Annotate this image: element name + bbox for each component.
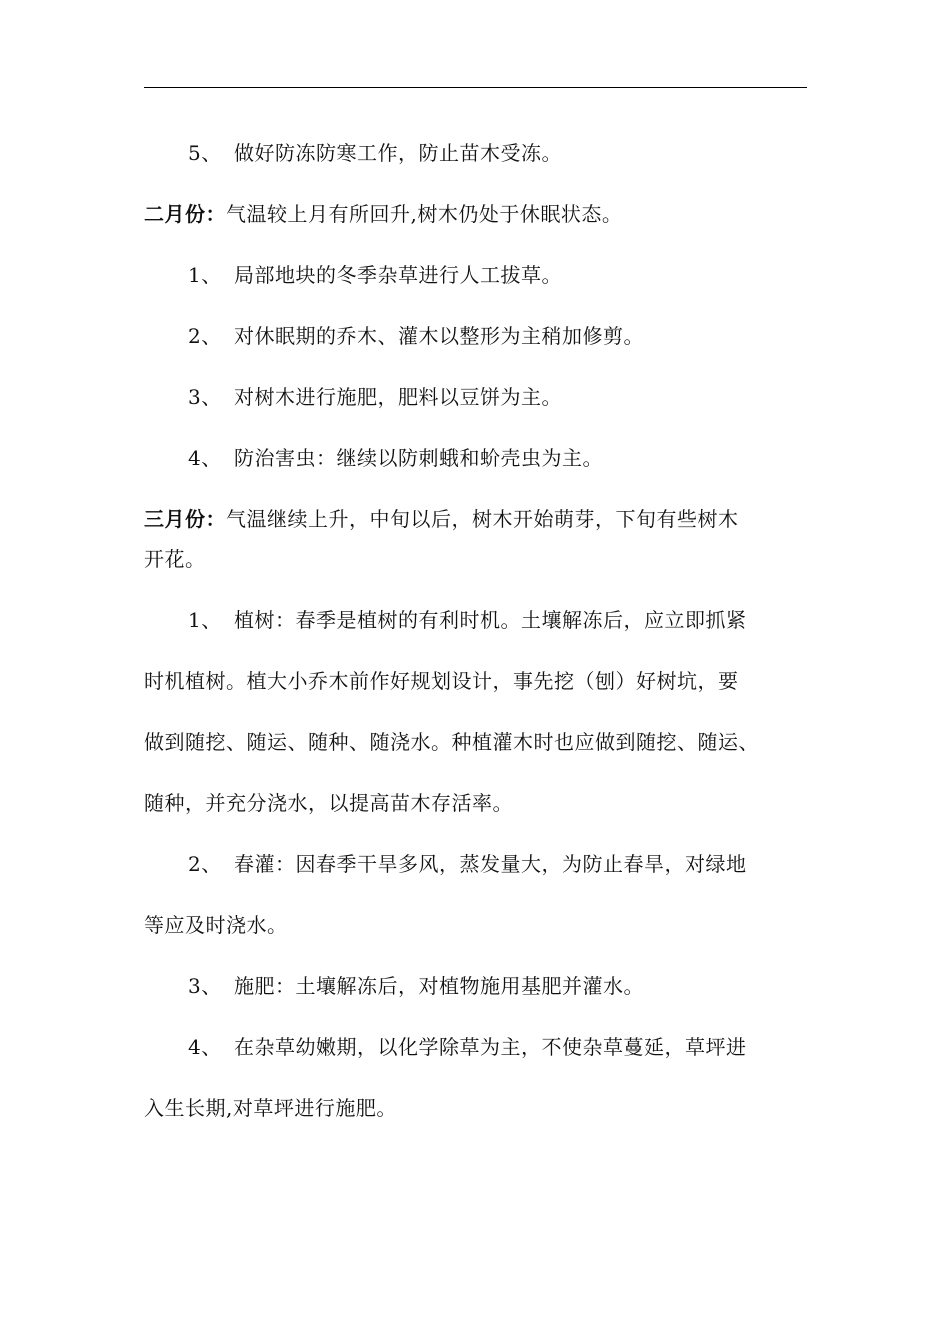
mar-item-4-line-2 — [144, 1088, 807, 1128]
list-text: 防治害虫：继续以防刺蛾和蚧壳虫为主。 — [234, 446, 603, 470]
feb-paragraph — [144, 194, 807, 234]
feb-heading: 二月份： — [144, 202, 226, 226]
list-text: 做好防冻防寒工作，防止苗木受冻。 — [234, 141, 562, 165]
list-text: 做到随挖、随运、随种、随浇水。种植灌木时也应做到随挖、随运、 — [144, 730, 759, 754]
mar-item-3 — [144, 966, 807, 1006]
list-number: 4、 — [188, 446, 222, 470]
feb-item-1 — [144, 255, 807, 295]
header-rule — [144, 87, 807, 88]
list-number: 4、 — [188, 1035, 222, 1059]
list-text: 局部地块的冬季杂草进行人工拔草。 — [234, 263, 562, 287]
list-text: 春灌：因春季干旱多风，蒸发量大，为防止春旱，对绿地 — [234, 852, 747, 876]
feb-item-4 — [144, 438, 807, 478]
mar-item-1-line-1 — [144, 600, 807, 640]
mar-item-2-line-2 — [144, 905, 807, 945]
list-text: 对休眠期的乔木、灌木以整形为主稍加修剪。 — [234, 324, 644, 348]
list-text: 时机植树。植大小乔木前作好规划设计，事先挖（刨）好树坑，要 — [144, 669, 739, 693]
mar-intro-line1: 气温继续上升，中旬以后，树木开始萌芽，下旬有些树木 — [226, 507, 739, 531]
list-number: 1、 — [188, 263, 222, 287]
list-number: 2、 — [188, 852, 222, 876]
list-text: 施肥：土壤解冻后，对植物施用基肥并灌水。 — [234, 974, 644, 998]
list-number: 3、 — [188, 385, 222, 409]
mar-item-4-line-1 — [144, 1027, 807, 1067]
mar-item-1-line-3 — [144, 722, 807, 762]
mar-item-1-line-4 — [144, 783, 807, 823]
mar-item-1-line-2 — [144, 661, 807, 701]
list-number: 1、 — [188, 608, 222, 632]
list-text: 植树：春季是植树的有利时机。土壤解冻后，应立即抓紧 — [234, 608, 747, 632]
mar-intro-line2: 开花。 — [144, 547, 206, 571]
list-text: 等应及时浇水。 — [144, 913, 288, 937]
list-number: 2、 — [188, 324, 222, 348]
jan-item-5 — [144, 133, 807, 173]
feb-intro: 气温较上月有所回升,树木仍处于休眠状态。 — [226, 202, 623, 226]
mar-paragraph-line-1 — [144, 499, 807, 539]
mar-paragraph-line-2 — [144, 539, 807, 579]
mar-item-2-line-1 — [144, 844, 807, 884]
list-number: 3、 — [188, 974, 222, 998]
list-text: 随种，并充分浇水，以提高苗木存活率。 — [144, 791, 513, 815]
list-text: 入生长期,对草坪进行施肥。 — [144, 1096, 397, 1120]
mar-heading: 三月份： — [144, 507, 226, 531]
document-body — [144, 133, 807, 1128]
feb-item-2 — [144, 316, 807, 356]
list-text: 对树木进行施肥，肥料以豆饼为主。 — [234, 385, 562, 409]
list-number: 5、 — [188, 141, 222, 165]
list-text: 在杂草幼嫩期，以化学除草为主，不使杂草蔓延，草坪进 — [234, 1035, 747, 1059]
feb-item-3 — [144, 377, 807, 417]
